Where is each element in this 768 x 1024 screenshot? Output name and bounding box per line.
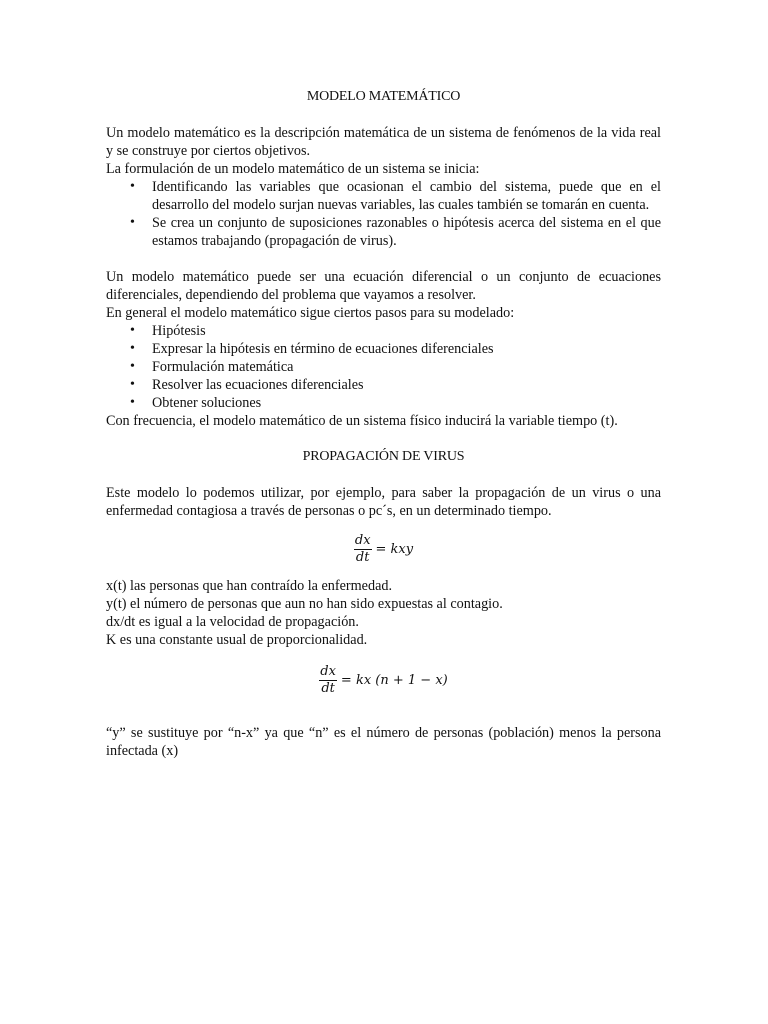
fraction <box>354 534 372 565</box>
intro-paragraph: Un modelo matemático es la descripción matemática de un sistema de fenómenos de la vida real y se construye por ciertos objetivos. <box>106 125 661 159</box>
intro-paragraph: La formulación de un modelo matemático de un sistema se inicia: <box>106 161 480 177</box>
fraction-denominator: dt <box>321 681 335 696</box>
fraction-numerator: dx <box>354 533 371 548</box>
body-paragraph: Un modelo matemático puede ser una ecuación diferencial o un conjunto de ecuaciones diferenciales, dependiendo del problema que vayamos a resolver. <box>106 269 661 303</box>
body-paragraph: En general el modelo matemático sigue ciertos pasos para su modelado: <box>106 305 515 321</box>
list-item: • Expresar la hipótesis en término de ecuaciones diferenciales <box>152 340 661 358</box>
body-paragraph: Con frecuencia, el modelo matemático de un sistema físico inducirá la variable tiempo (t). <box>106 413 618 429</box>
equation-2 <box>106 665 661 696</box>
definition-line: dx/dt es igual a la velocidad de propagación. <box>106 614 359 630</box>
body-paragraph: Este modelo lo podemos utilizar, por ejemplo, para saber la propagación de un virus o una enfermedad contagiosa a través de personas o pc´s, en un determinado tiempo. <box>106 485 661 519</box>
fraction-numerator: dx <box>320 664 336 679</box>
equation-rhs: = kxy <box>375 541 414 557</box>
list-item: • Resolver las ecuaciones diferenciales <box>152 376 661 394</box>
equation-1 <box>106 534 661 565</box>
equation-rhs: = kx (n + 1 − x) <box>340 672 448 688</box>
fraction <box>319 665 337 696</box>
fraction-denominator: dt <box>355 550 370 565</box>
document-title: MODELO MATEMÁTICO <box>306 89 461 104</box>
list-item: • Identificando las variables que ocasionan el cambio del sistema, puede que en el desarrollo del modelo surjan nuevas variables, las cuales también se tomarán en cuenta. <box>152 178 661 214</box>
section-title: PROPAGACIÓN DE VIRUS <box>302 449 465 464</box>
list-item: • Obtener soluciones <box>152 394 661 412</box>
list-item: • Hipótesis <box>152 322 661 340</box>
definition-line: x(t) las personas que han contraído la enfermedad. <box>106 578 393 594</box>
list-item: • Se crea un conjunto de suposiciones razonables o hipótesis acerca del sistema en el que estamos trabajando (propagación de virus). <box>152 214 661 250</box>
document-content <box>106 88 661 760</box>
steps-list <box>106 322 661 412</box>
definition-line: K es una constante usual de proporcionalidad. <box>106 632 368 648</box>
body-paragraph: “y” se sustituye por “n-x” ya que “n” es el número de personas (población) menos la persona infectada (x) <box>106 725 661 759</box>
list-item: • Formulación matemática <box>152 358 661 376</box>
definition-line: y(t) el número de personas que aun no han sido expuestas al contagio. <box>106 596 503 612</box>
intro-bullet-list <box>106 178 661 250</box>
